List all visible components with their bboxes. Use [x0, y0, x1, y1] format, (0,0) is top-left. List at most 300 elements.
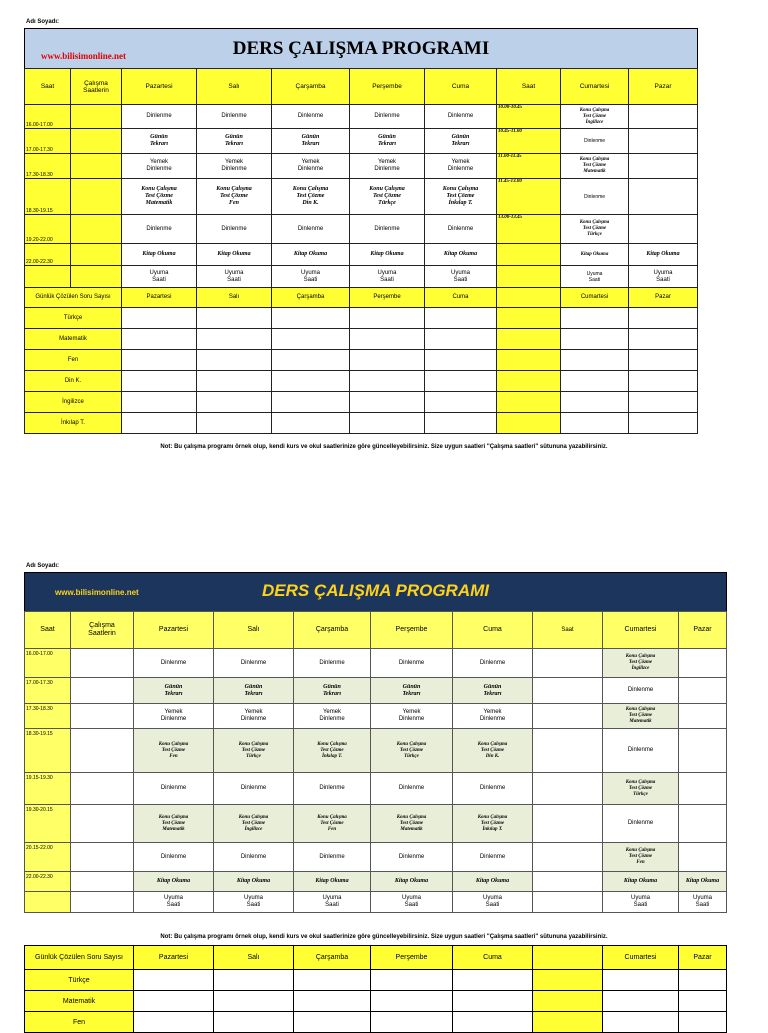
question-count-table-2 [24, 945, 727, 1033]
activity-cuma: Yemek Dinlenme [453, 704, 533, 729]
schedule-row [25, 129, 698, 154]
study-hours-cell [71, 805, 134, 843]
count-input-cell[interactable] [350, 308, 425, 329]
activity-sali: Kitap Okuma [214, 872, 294, 892]
activity-cuma: Uyuma Saati [425, 266, 497, 288]
count-input-cell[interactable] [679, 970, 727, 991]
activity-sali: Konu Çalışma Test Çözme Fen [197, 179, 272, 215]
count-input-cell[interactable] [679, 1012, 727, 1033]
subject-row-2 [25, 970, 727, 991]
study-hours-cell [71, 729, 134, 773]
count-input-cell[interactable] [629, 392, 698, 413]
activity-pazartesi: Yemek Dinlenme [122, 154, 197, 179]
name-label: Adı Soyadı: [26, 19, 60, 25]
count-input-cell[interactable] [603, 991, 679, 1012]
time-slot: 19.20-22.00 [25, 215, 71, 244]
header-cell: Saat [533, 612, 603, 649]
activity-persembe: Dinlenme [371, 843, 453, 872]
count-input-cell[interactable] [272, 413, 350, 434]
activity-cuma: Dinlenme [453, 773, 533, 805]
study-hours-cell [71, 649, 134, 678]
header-cell: Çarşamba [294, 612, 371, 649]
header-cell: Saat [25, 612, 71, 649]
count-header-cell [533, 946, 603, 970]
header-cell: Perşembe [350, 69, 425, 105]
header-cell: Cuma [425, 69, 497, 105]
count-input-cell[interactable] [453, 970, 533, 991]
count-input-cell[interactable] [350, 371, 425, 392]
header-cell: Pazartesi [122, 69, 197, 105]
activity-pazar: Uyuma Saati [679, 892, 727, 913]
count-input-cell[interactable] [497, 329, 561, 350]
time-slot: 22.00-22.30 [25, 244, 71, 266]
count-input-cell[interactable] [350, 350, 425, 371]
time-slot: 18.30-19.15 [25, 729, 71, 773]
footnote-2: Not: Bu çalışma programı örnek olup, kendi kurs ve okul saatlerinize göre güncelleyebilirsiniz. Size uygun saatleri "Çalışma saatleri" sütununa yazabilirsiniz. [160, 934, 608, 940]
schedule-row [25, 105, 698, 129]
website-label-2: www.bilisimonline.net [55, 588, 139, 597]
count-input-cell[interactable] [533, 1012, 603, 1033]
activity-pazar [679, 649, 727, 678]
study-hours-cell [71, 872, 134, 892]
title-banner-2 [24, 572, 727, 612]
activity-carsamba: Dinlenme [294, 649, 371, 678]
activity-pazar [679, 704, 727, 729]
count-input-cell[interactable] [197, 350, 272, 371]
activity-sali: Dinlenme [214, 773, 294, 805]
count-input-cell[interactable] [350, 413, 425, 434]
count-input-cell[interactable] [629, 308, 698, 329]
count-input-cell[interactable] [425, 371, 497, 392]
weekend-time-slot: 10.00-10.45 [497, 105, 561, 129]
count-input-cell[interactable] [197, 392, 272, 413]
schedule-row-2 [25, 678, 727, 704]
subject-row [25, 392, 698, 413]
count-input-cell[interactable] [294, 1012, 371, 1033]
activity-pazartesi: Dinlenme [122, 215, 197, 244]
count-header-cell: Cumartesi [603, 946, 679, 970]
study-hours-cell [71, 215, 122, 244]
activity-pazar [679, 729, 727, 773]
activity-persembe: Dinlenme [350, 215, 425, 244]
activity-pazartesi: Dinlenme [134, 649, 214, 678]
time-slot [25, 266, 71, 288]
activity-persembe: Uyuma Saati [371, 892, 453, 913]
header-cell: Saat [25, 69, 71, 105]
count-input-cell[interactable] [497, 392, 561, 413]
weekend-time-slot [497, 266, 561, 288]
study-hours-cell [71, 129, 122, 154]
subject-label: İngilizce [25, 392, 122, 413]
activity-sali: Günün Tekrarı [197, 129, 272, 154]
activity-cuma: Dinlenme [425, 215, 497, 244]
activity-pazar [629, 129, 698, 154]
count-input-cell[interactable] [134, 991, 214, 1012]
schedule-row [25, 244, 698, 266]
activity-cuma: Günün Tekrarı [453, 678, 533, 704]
count-input-cell[interactable] [603, 1012, 679, 1033]
weekend-time-slot [533, 872, 603, 892]
activity-persembe: Dinlenme [371, 773, 453, 805]
count-input-cell[interactable] [561, 371, 629, 392]
activity-sali: Günün Tekrarı [214, 678, 294, 704]
activity-pazartesi: Konu Çalışma Test Çözme Matematik [134, 805, 214, 843]
count-input-cell[interactable] [214, 991, 294, 1012]
activity-pazartesi: Günün Tekrarı [122, 129, 197, 154]
activity-cumartesi: Kitap Okuma [561, 244, 629, 266]
count-input-cell[interactable] [629, 350, 698, 371]
weekend-time-slot [533, 678, 603, 704]
activity-carsamba: Yemek Dinlenme [294, 704, 371, 729]
time-slot: 19.15-19.30 [25, 773, 71, 805]
activity-pazartesi: Yemek Dinlenme [134, 704, 214, 729]
count-input-cell[interactable] [272, 392, 350, 413]
activity-sali: Konu Çalışma Test Çözme Türkçe [214, 729, 294, 773]
count-input-cell[interactable] [561, 392, 629, 413]
count-input-cell[interactable] [629, 329, 698, 350]
activity-pazar [629, 154, 698, 179]
activity-cumartesi: Konu Çalışma Test Çözme Fen [603, 843, 679, 872]
subject-row [25, 371, 698, 392]
count-header-cell: Pazartesi [134, 946, 214, 970]
count-header-cell: Salı [214, 946, 294, 970]
count-input-cell[interactable] [497, 413, 561, 434]
subject-row [25, 413, 698, 434]
count-input-cell[interactable] [679, 991, 727, 1012]
activity-pazar: Uyuma Saati [629, 266, 698, 288]
activity-cumartesi: Dinlenme [603, 729, 679, 773]
activity-persembe: Günün Tekrarı [350, 129, 425, 154]
count-input-cell[interactable] [629, 413, 698, 434]
activity-persembe: Yemek Dinlenme [350, 154, 425, 179]
activity-sali: Dinlenme [214, 843, 294, 872]
activity-cuma: Yemek Dinlenme [425, 154, 497, 179]
study-hours-cell [71, 266, 122, 288]
count-header-cell: Cumartesi [561, 288, 629, 308]
count-input-cell[interactable] [272, 308, 350, 329]
activity-sali: Dinlenme [197, 105, 272, 129]
count-header-cell: Pazar [629, 288, 698, 308]
title-banner [24, 28, 698, 69]
count-input-cell[interactable] [197, 308, 272, 329]
count-input-cell[interactable] [561, 308, 629, 329]
activity-cumartesi: Uyuma Saati [603, 892, 679, 913]
count-input-cell[interactable] [122, 329, 197, 350]
weekend-time-slot [533, 843, 603, 872]
website-label: www.bilisimonline.net [41, 51, 127, 61]
activity-pazar [679, 805, 727, 843]
weekend-time-slot [533, 729, 603, 773]
header-cell: Salı [214, 612, 294, 649]
subject-row-2 [25, 1012, 727, 1033]
time-slot: 22.00-22.30 [25, 872, 71, 892]
count-header-cell: Cuma [453, 946, 533, 970]
activity-persembe: Dinlenme [350, 105, 425, 129]
time-slot: 17.30-18.30 [25, 704, 71, 729]
activity-cuma: Dinlenme [453, 649, 533, 678]
time-slot: 17.00-17.30 [25, 678, 71, 704]
header-cell: Pazartesi [134, 612, 214, 649]
count-input-cell[interactable] [453, 1012, 533, 1033]
activity-cumartesi: Konu Çalışma Test Çözme Matematik [603, 704, 679, 729]
activity-cumartesi: Konu Çalışma Test Çözme Türkçe [561, 215, 629, 244]
count-input-cell[interactable] [425, 329, 497, 350]
count-input-cell[interactable] [497, 308, 561, 329]
activity-carsamba: Kitap Okuma [294, 872, 371, 892]
header-cell: Cumartesi [561, 69, 629, 105]
time-slot: 18.30-19.15 [25, 179, 71, 215]
activity-sali: Konu Çalışma Test Çözme İngilizce [214, 805, 294, 843]
subject-label: Matematik [25, 991, 134, 1012]
time-slot: 17.30-18.30 [25, 154, 71, 179]
count-input-cell[interactable] [197, 329, 272, 350]
activity-persembe: Konu Çalışma Test Çözme Matematik [371, 805, 453, 843]
activity-sali: Uyuma Saati [197, 266, 272, 288]
activity-cuma: Konu Çalışma Test Çözme Din K. [453, 729, 533, 773]
count-header-cell: Cuma [425, 288, 497, 308]
count-input-cell[interactable] [350, 392, 425, 413]
count-header-cell: Pazartesi [122, 288, 197, 308]
schedule-row-2 [25, 843, 727, 872]
count-input-cell[interactable] [122, 350, 197, 371]
activity-cumartesi: Uyuma Saati [561, 266, 629, 288]
activity-carsamba: Kitap Okuma [272, 244, 350, 266]
activity-pazartesi: Dinlenme [122, 105, 197, 129]
subject-label: İnkılap T. [25, 413, 122, 434]
count-input-cell[interactable] [350, 329, 425, 350]
activity-sali: Yemek Dinlenme [197, 154, 272, 179]
activity-sali: Yemek Dinlenme [214, 704, 294, 729]
activity-cumartesi: Dinlenme [561, 179, 629, 215]
activity-cuma: Uyuma Saati [453, 892, 533, 913]
activity-persembe: Kitap Okuma [350, 244, 425, 266]
header-cell: Cuma [453, 612, 533, 649]
activity-pazartesi: Kitap Okuma [134, 872, 214, 892]
count-header-cell: Pazar [679, 946, 727, 970]
activity-persembe: Kitap Okuma [371, 872, 453, 892]
schedule-row-2 [25, 704, 727, 729]
subject-row-2 [25, 991, 727, 1012]
header-cell: Çalışma Saatlerin [71, 612, 134, 649]
subject-label: Fen [25, 1012, 134, 1033]
count-input-cell[interactable] [371, 991, 453, 1012]
count-input-cell[interactable] [294, 970, 371, 991]
schedule-row-2 [25, 872, 727, 892]
count-input-cell[interactable] [603, 970, 679, 991]
count-input-cell[interactable] [134, 1012, 214, 1033]
activity-carsamba: Günün Tekrarı [294, 678, 371, 704]
activity-cuma: Konu Çalışma Test Çözme İnkılap T. [453, 805, 533, 843]
schedule-row [25, 179, 698, 215]
count-input-cell[interactable] [294, 991, 371, 1012]
page-title-2: DERS ÇALIŞMA PROGRAMI [262, 581, 489, 600]
subject-row [25, 329, 698, 350]
activity-persembe: Günün Tekrarı [371, 678, 453, 704]
activity-sali: Uyuma Saati [214, 892, 294, 913]
activity-carsamba: Dinlenme [272, 105, 350, 129]
study-hours-cell [71, 244, 122, 266]
count-input-cell[interactable] [122, 413, 197, 434]
count-input-cell[interactable] [122, 308, 197, 329]
count-input-cell[interactable] [122, 371, 197, 392]
activity-cumartesi: Dinlenme [603, 678, 679, 704]
count-input-cell[interactable] [425, 413, 497, 434]
page-title: DERS ÇALIŞMA PROGRAMI [232, 38, 490, 59]
subject-label: Fen [25, 350, 122, 371]
weekend-time-slot [497, 244, 561, 266]
time-slot: 17.00-17.30 [25, 129, 71, 154]
count-header-cell: Salı [197, 288, 272, 308]
header-cell: Pazar [679, 612, 727, 649]
weekend-time-slot [533, 649, 603, 678]
activity-cumartesi: Dinlenme [603, 805, 679, 843]
count-input-cell[interactable] [629, 371, 698, 392]
count-header-cell: Günlük Çözülen Soru Sayısı [25, 288, 122, 308]
activity-cuma: Günün Tekrarı [425, 129, 497, 154]
count-input-cell[interactable] [272, 329, 350, 350]
weekend-time-slot: 10.45-11.00 [497, 129, 561, 154]
header-row [25, 69, 698, 105]
time-slot: 20.15-22.00 [25, 843, 71, 872]
weekend-time-slot [533, 892, 603, 913]
count-header-cell: Günlük Çözülen Soru Sayısı [25, 946, 134, 970]
weekend-time-slot [533, 805, 603, 843]
subject-label: Matematik [25, 329, 122, 350]
count-input-cell[interactable] [272, 350, 350, 371]
study-hours-cell [71, 678, 134, 704]
count-input-cell[interactable] [134, 970, 214, 991]
header-cell: Çalışma Saatlerin [71, 69, 122, 105]
count-input-cell[interactable] [533, 970, 603, 991]
count-input-cell[interactable] [561, 413, 629, 434]
activity-carsamba: Dinlenme [294, 773, 371, 805]
header-cell: Perşembe [371, 612, 453, 649]
schedule-row [25, 266, 698, 288]
count-input-cell[interactable] [214, 1012, 294, 1033]
count-input-cell[interactable] [371, 1012, 453, 1033]
activity-pazartesi: Dinlenme [134, 773, 214, 805]
subject-row [25, 350, 698, 371]
header-cell: Çarşamba [272, 69, 350, 105]
study-hours-cell [71, 179, 122, 215]
count-input-cell[interactable] [425, 350, 497, 371]
activity-cumartesi: Konu Çalışma Test Çözme İngilizce [561, 105, 629, 129]
count-input-cell[interactable] [425, 392, 497, 413]
name-label-2: Adı Soyadı: [26, 563, 60, 569]
count-input-cell[interactable] [122, 392, 197, 413]
activity-carsamba: Konu Çalışma Test Çözme Fen [294, 805, 371, 843]
header-cell: Saat [497, 69, 561, 105]
activity-cuma: Dinlenme [425, 105, 497, 129]
activity-carsamba: Dinlenme [294, 843, 371, 872]
subject-row [25, 308, 698, 329]
weekend-time-slot [533, 704, 603, 729]
activity-sali: Dinlenme [214, 649, 294, 678]
study-hours-cell [71, 892, 134, 913]
count-input-cell[interactable] [425, 308, 497, 329]
activity-pazar [679, 843, 727, 872]
count-input-cell[interactable] [533, 991, 603, 1012]
weekend-time-slot [533, 773, 603, 805]
activity-pazartesi: Uyuma Saati [122, 266, 197, 288]
activity-persembe: Konu Çalışma Test Çözme Türkçe [350, 179, 425, 215]
activity-pazar [629, 215, 698, 244]
activity-cumartesi: Dinlenme [561, 129, 629, 154]
activity-cumartesi: Konu Çalışma Test Çözme İngilizce [603, 649, 679, 678]
activity-pazar: Kitap Okuma [679, 872, 727, 892]
study-hours-cell [71, 105, 122, 129]
count-input-cell[interactable] [272, 371, 350, 392]
activity-carsamba: Uyuma Saati [272, 266, 350, 288]
activity-carsamba: Dinlenme [272, 215, 350, 244]
time-slot [25, 892, 71, 913]
activity-carsamba: Konu Çalışma Test Çözme Din K. [272, 179, 350, 215]
time-slot: 16.00-17.00 [25, 649, 71, 678]
schedule-row [25, 215, 698, 244]
activity-persembe: Uyuma Saati [350, 266, 425, 288]
count-header-cell: Perşembe [371, 946, 453, 970]
count-input-cell[interactable] [197, 371, 272, 392]
count-input-cell[interactable] [453, 991, 533, 1012]
study-hours-cell [71, 773, 134, 805]
count-input-cell[interactable] [561, 329, 629, 350]
schedule-row-2 [25, 805, 727, 843]
schedule-row [25, 154, 698, 179]
count-header-cell: Perşembe [350, 288, 425, 308]
schedule-table [24, 68, 698, 434]
activity-cuma: Kitap Okuma [453, 872, 533, 892]
activity-pazartesi: Uyuma Saati [134, 892, 214, 913]
header-cell: Pazar [629, 69, 698, 105]
activity-pazar [629, 179, 698, 215]
activity-pazar [679, 678, 727, 704]
activity-pazartesi: Konu Çalışma Test Çözme Fen [134, 729, 214, 773]
activity-persembe: Konu Çalışma Test Çözme Türkçe [371, 729, 453, 773]
activity-persembe: Yemek Dinlenme [371, 704, 453, 729]
count-input-cell[interactable] [497, 350, 561, 371]
activity-pazar [679, 773, 727, 805]
activity-pazar: Kitap Okuma [629, 244, 698, 266]
count-input-cell[interactable] [371, 970, 453, 991]
activity-cumartesi: Konu Çalışma Test Çözme Türkçe [603, 773, 679, 805]
activity-carsamba: Günün Tekrarı [272, 129, 350, 154]
header-cell: Cumartesi [603, 612, 679, 649]
time-slot: 19.30-20.15 [25, 805, 71, 843]
schedule-row-2 [25, 649, 727, 678]
activity-pazar [629, 105, 698, 129]
activity-cuma: Dinlenme [453, 843, 533, 872]
study-hours-cell [71, 704, 134, 729]
count-header-cell: Çarşamba [272, 288, 350, 308]
count-header-cell [497, 288, 561, 308]
weekend-time-slot: 11.00-11.45 [497, 154, 561, 179]
subject-label: Türkçe [25, 970, 134, 991]
header-cell: Salı [197, 69, 272, 105]
schedule-row-2 [25, 773, 727, 805]
activity-cumartesi: Kitap Okuma [603, 872, 679, 892]
activity-sali: Kitap Okuma [197, 244, 272, 266]
study-hours-cell [71, 154, 122, 179]
activity-pazartesi: Kitap Okuma [122, 244, 197, 266]
activity-cuma: Konu Çalışma Test Çözme İnkılap T. [425, 179, 497, 215]
activity-carsamba: Yemek Dinlenme [272, 154, 350, 179]
count-header-cell: Çarşamba [294, 946, 371, 970]
count-input-cell[interactable] [214, 970, 294, 991]
count-input-cell[interactable] [497, 371, 561, 392]
count-input-cell[interactable] [561, 350, 629, 371]
count-input-cell[interactable] [197, 413, 272, 434]
activity-pazartesi: Dinlenme [134, 843, 214, 872]
